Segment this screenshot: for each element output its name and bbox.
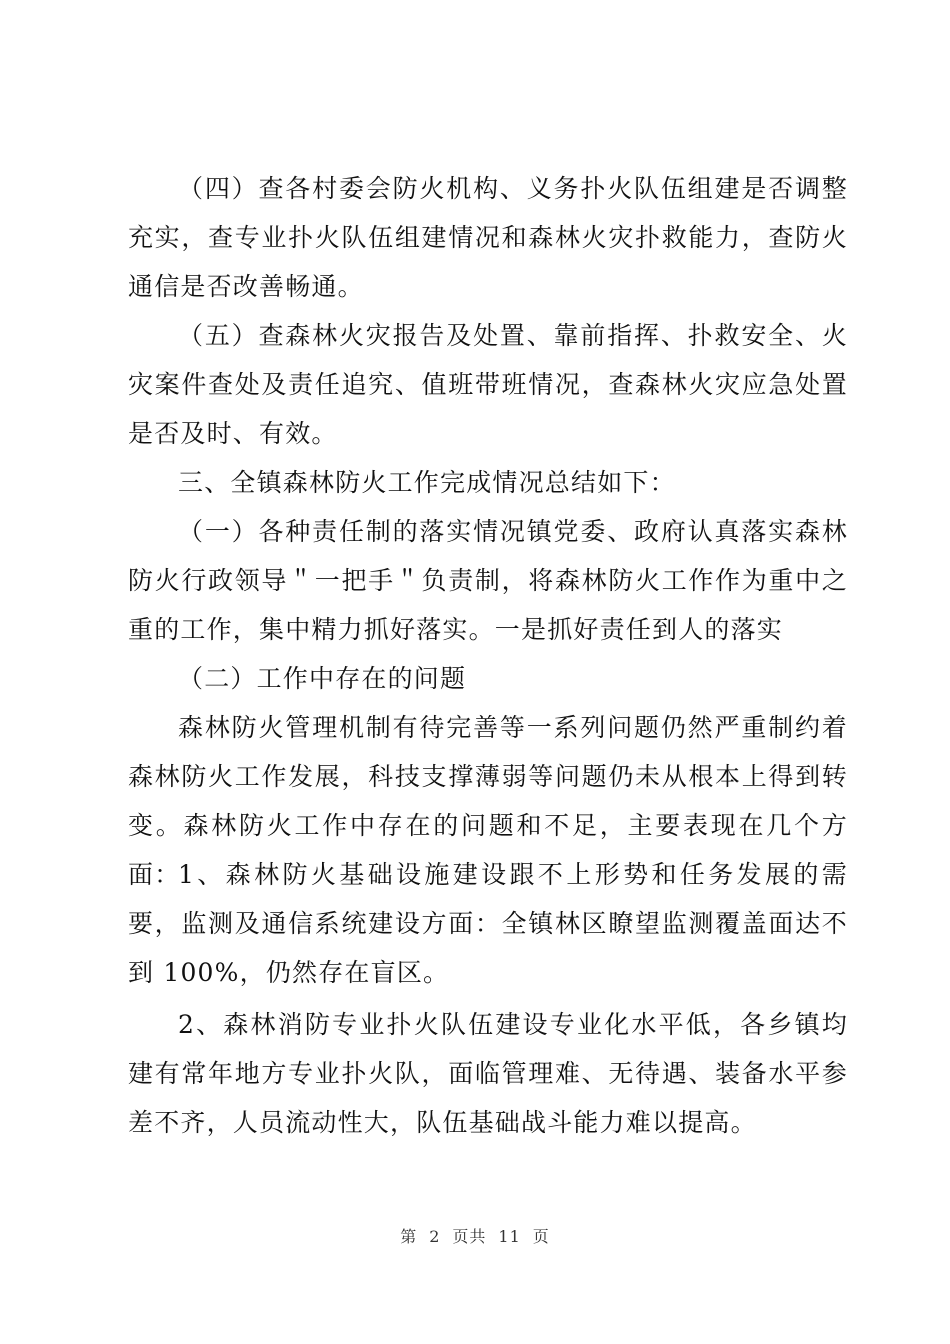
footer-total-pages: 11 <box>498 1227 521 1246</box>
page-number-footer <box>0 1224 950 1247</box>
paragraph-2-problems-heading: （二）工作中存在的问题 <box>178 664 467 693</box>
footer-page-number: 2 <box>429 1227 441 1246</box>
paragraph-1-responsibility: （一）各种责任制的落实情况镇党委、政府认真落实森林防火行政领导＂一把手＂负责制，将森林防火工作作为重中之重的工作，集中精力抓好落实。一是抓好责任到人的落实 <box>128 517 848 644</box>
paragraph-4-inspection-teams: （四）查各村委会防火机构、义务扑火队伍组建是否调整充实，查专业扑火队伍组建情况和森林火灾扑救能力，查防火通信是否改善畅通。 <box>128 174 848 301</box>
footer-suffix: 页 <box>532 1227 550 1246</box>
section-heading-3-summary: 三、全镇森林防火工作完成情况总结如下： <box>178 468 676 497</box>
footer-middle: 页共 <box>452 1227 487 1246</box>
paragraph-item-1-infrastructure: 1、森林防火基础设施建设跟不上形势和任务发展的需要，监测及通信系统建设方面：全镇林区瞭望监测覆盖面达不到 100%，仍然存在盲区。 <box>128 860 848 987</box>
paragraph-5-fire-reporting: （五）查森林火灾报告及处置、靠前指挥、扑救安全、火灾案件查处及责任追究、值班带班情况，查森林火灾应急处置是否及时、有效。 <box>128 321 848 448</box>
paragraph-item-2-fire-teams: 2、森林消防专业扑火队伍建设专业化水平低，各乡镇均建有常年地方专业扑火队，面临管理难、无待遇、装备水平参差不齐，人员流动性大，队伍基础战斗能力难以提高。 <box>128 1010 848 1137</box>
paragraph-problems-overview: 森林防火管理机制有待完善等一系列问题仍然严重制约着森林防火工作发展，科技支撑薄弱等问题仍未从根本上得到转变。森林防火工作中存在的问题和不足，主要表现在几个方面： <box>128 713 848 889</box>
footer-prefix: 第 <box>400 1227 418 1246</box>
